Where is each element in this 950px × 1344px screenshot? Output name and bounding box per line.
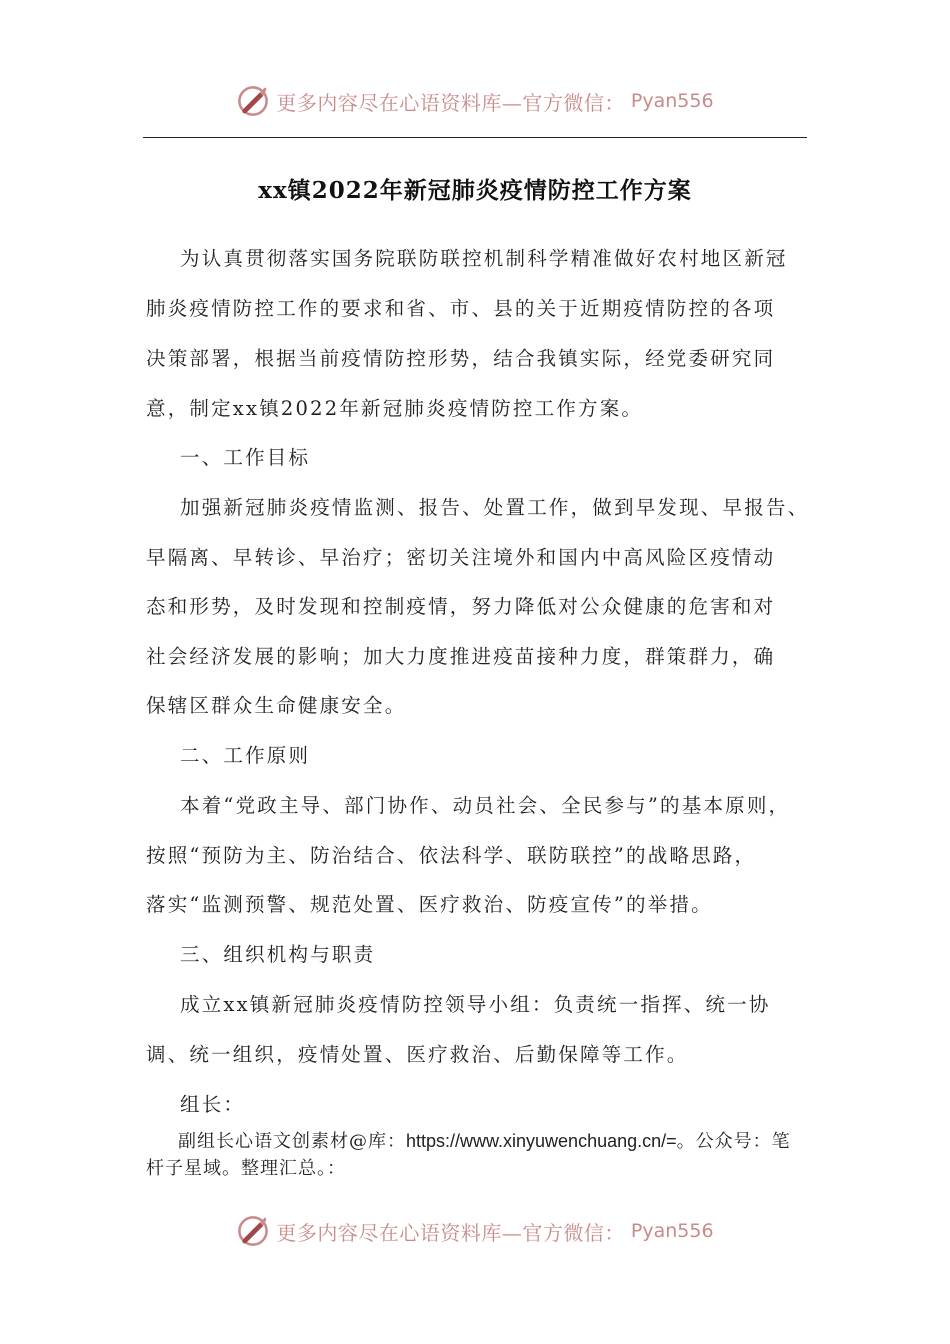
paragraph-line: 决策部署，根据当前疫情防控形势，结合我镇实际，经党委研究同 — [146, 347, 776, 370]
paragraph-line: 社会经济发展的影响；加大力度推进疫苗接种力度，群策群力，确 — [146, 645, 776, 668]
section-heading: 三、组织机构与职责 — [180, 943, 376, 966]
paragraph-line: 按照“预防为主、防治结合、依法科学、联防联控”的战略思路， — [146, 844, 757, 867]
footer-note-line2: 杆子星域。整理汇总。： — [146, 1158, 346, 1179]
paragraph-line: 早隔离、早转诊、早治疗；密切关注境外和国内中高风险区疫情动 — [146, 546, 776, 569]
paragraph-line: 组长： — [180, 1093, 246, 1116]
paragraph-line: 调、统一组织，疫情处置、医疗救治、后勤保障等工作。 — [146, 1043, 689, 1066]
header-banner — [0, 78, 950, 124]
paragraph-line: 为认真贯彻落实国务院联防联控机制科学精准做好农村地区新冠 — [180, 247, 788, 270]
pen-nib-logo-icon — [236, 84, 270, 118]
footer-note — [178, 1127, 791, 1153]
document-title: xx镇2022年新冠肺炎疫情防控工作方案 — [258, 177, 692, 204]
footer-banner — [0, 1208, 950, 1254]
paragraph-line: 加强新冠肺炎疫情监测、报告、处置工作，做到早发现、早报告、 — [180, 496, 810, 519]
footer-note-suffix: 。公众号：笔 — [676, 1131, 791, 1152]
paragraph-line: 态和形势，及时发现和控制疫情，努力降低对公众健康的危害和对 — [146, 595, 776, 618]
banner-handle: Pyan556 — [630, 90, 714, 112]
banner-text: 更多内容尽在心语资料库—官方微信： — [276, 1220, 625, 1245]
banner-handle: Pyan556 — [630, 1220, 714, 1242]
header-divider — [143, 137, 807, 138]
paragraph-line: 意，制定xx镇2022年新冠肺炎疫情防控工作方案。 — [146, 397, 644, 420]
paragraph-line: 成立xx镇新冠肺炎疫情防控领导小组：负责统一指挥、统一协 — [180, 993, 771, 1016]
banner-text: 更多内容尽在心语资料库—官方微信： — [276, 90, 625, 115]
paragraph-line: 肺炎疫情防控工作的要求和省、市、县的关于近期疫情防控的各项 — [146, 297, 776, 320]
footer-note-url: https://www.xinyuwenchuang.cn/= — [406, 1131, 677, 1151]
section-heading: 二、工作原则 — [180, 744, 311, 767]
paragraph-line: 本着“党政主导、部门协作、动员社会、全民参与”的基本原则， — [180, 794, 791, 817]
paragraph-line: 落实“监测预警、规范处置、医疗救治、防疫宣传”的举措。 — [146, 893, 713, 916]
footer-note-prefix: 副组长心语文创素材@库： — [178, 1131, 406, 1152]
pen-nib-logo-icon — [236, 1214, 270, 1248]
section-heading: 一、工作目标 — [180, 446, 311, 469]
paragraph-line: 保辖区群众生命健康安全。 — [146, 694, 407, 717]
